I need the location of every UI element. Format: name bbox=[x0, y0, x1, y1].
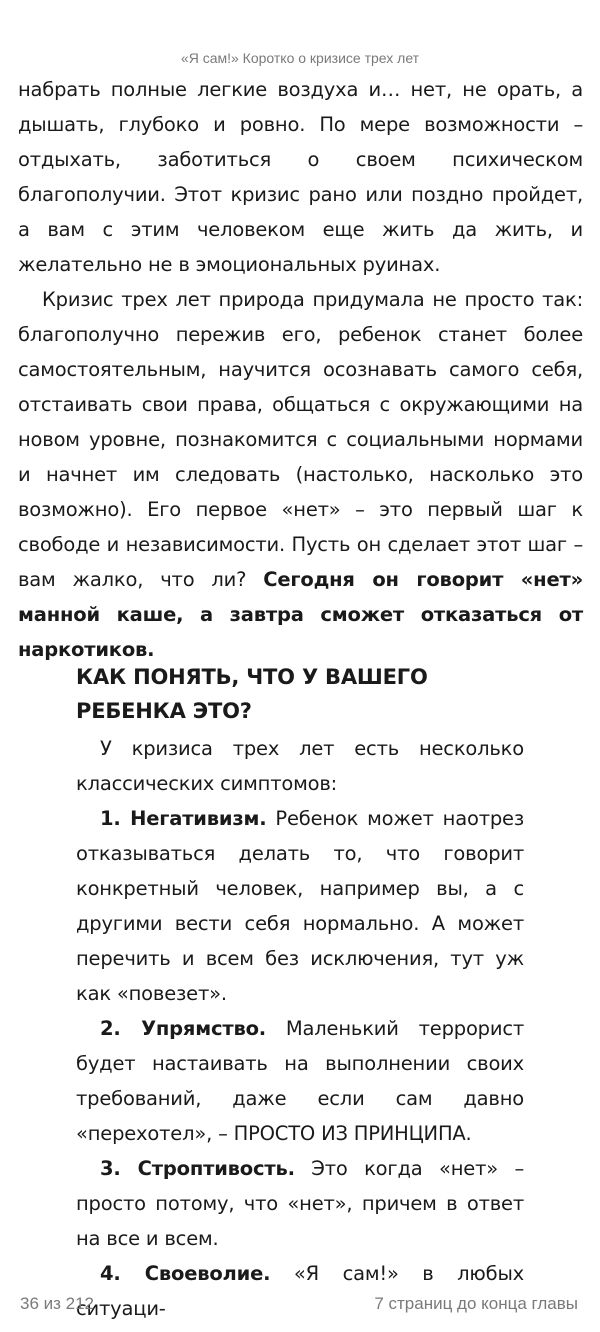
symptom-text: Это когда «нет» – просто потому, что «нет», причем в ответ на все и всем. bbox=[76, 1157, 525, 1250]
pages-remaining: 7 страниц до конца главы bbox=[374, 1294, 578, 1313]
symptom-text: Ребенок может наотрез отказываться делать то, что говорит конкретный человек, например вы, а с другими вести себя нормально. А может перечить и всем без исключения, тут уж как «повезет». bbox=[76, 807, 524, 1005]
book-chapter-title: «Я сам!» Коротко о кризисе трех лет bbox=[180, 50, 420, 66]
symptom-item-2 bbox=[76, 1011, 524, 1151]
symptom-text: «Я сам!» в любых ситуаци- bbox=[76, 1262, 524, 1320]
section-heading: КАК ПОНЯТЬ, ЧТО У ВАШЕГО РЕБЕНКА ЭТО? bbox=[76, 665, 428, 723]
symptom-title: 4. Своеволие. bbox=[100, 1262, 271, 1285]
symptom-item-1 bbox=[76, 801, 524, 1011]
symptom-title: 1. Негативизм. bbox=[100, 807, 267, 830]
symptom-text: Маленький террорист будет настаивать на выполнении своих требований, даже если сам давно «перехотел», – ПРОСТО ИЗ ПРИНЦИПА. bbox=[76, 1017, 524, 1145]
symptom-title: 3. Строптивость. bbox=[100, 1157, 295, 1180]
section-body bbox=[76, 731, 524, 1326]
paragraph-1: набрать полные легкие воздуха и… нет, не орать, а дышать, глубоко и ровно. По мере возможности – отдыхать, заботиться о своем психическом благополучии. Этот кризис рано или поздно пройдет, а вам с этим человеком еще жить да жить, и желательно не в эмоциональных руинах. bbox=[18, 78, 583, 276]
paragraph-2 bbox=[18, 282, 583, 667]
paragraph-2-bold: Сегодня он говорит «нет» манной каше, а завтра сможет отказаться от наркотиков. bbox=[18, 568, 583, 661]
main-text-column bbox=[18, 72, 583, 667]
symptom-title: 2. Упрямство. bbox=[100, 1017, 267, 1040]
paragraph-2-text: Кризис трех лет природа придумала не просто так: благополучно пережив его, ребенок станет более самостоятельным, научится осознавать самого себя, отстаивать свои права, общаться с окружающими на новом уровне, познакомится с социальными нормами и начнет им следовать (настолько, насколько это возможно). Его первое «нет» – это первый шаг к свободе и независимости. Пусть он сделает этот шаг – вам жалко, что ли? bbox=[18, 288, 583, 591]
page-position: 36 из 212 bbox=[20, 1294, 95, 1313]
section-intro: У кризиса трех лет есть несколько классических симптомов: bbox=[76, 737, 524, 795]
symptom-item-3 bbox=[76, 1151, 524, 1256]
symptom-item-4 bbox=[76, 1256, 524, 1326]
